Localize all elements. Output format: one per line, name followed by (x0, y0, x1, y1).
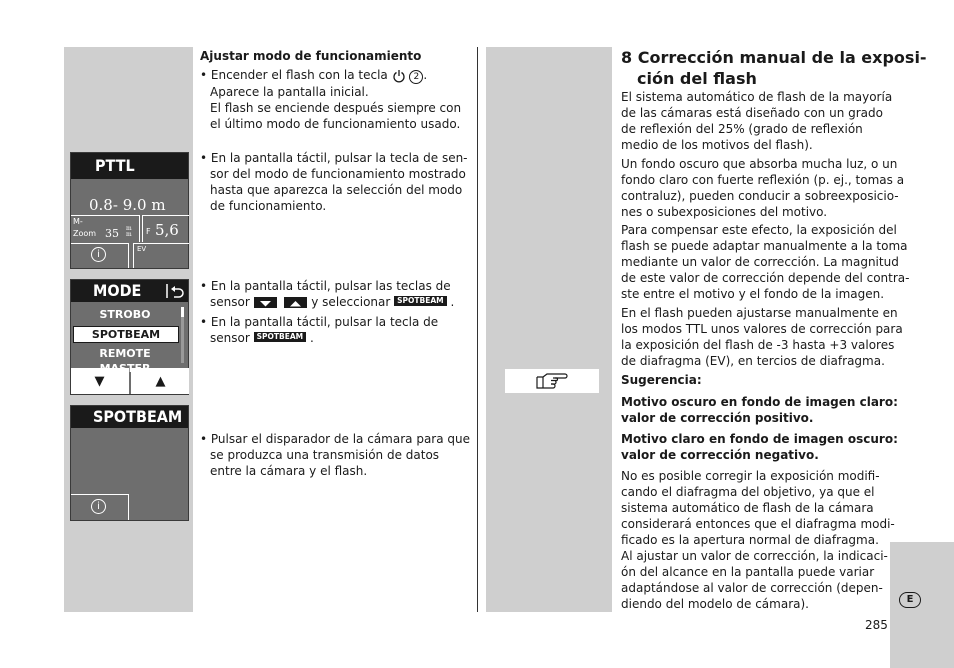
up-arrow-icon: ▲ (155, 374, 166, 389)
range-readout: 0.8- 9.0 m (89, 196, 166, 214)
paragraph-3: Para compensar este efecto, la exposición del flash se puede adaptar manualmente a la toma mediante un valor de corrección. La magnitud de este valor de corrección depende del contra- ste entre el motivo y el fondo de la imagen. (621, 223, 910, 301)
page-number: 285 (865, 618, 888, 632)
chapter-heading-line-2: ción del flash (637, 69, 757, 88)
column-divider (477, 47, 478, 612)
zoom-box[interactable]: M- Zoom 35 m m (71, 215, 140, 242)
scroll-down-button[interactable] (71, 368, 129, 394)
chapter-thumb-tab (890, 542, 954, 668)
up-key-icon (284, 297, 307, 308)
scroll-up-button[interactable] (131, 368, 189, 394)
chapter-heading-line-1: 8 Corrección manual de la exposi- (621, 48, 927, 67)
mode-title: MODE (71, 280, 188, 302)
info-button[interactable] (71, 494, 129, 520)
tip-label: Sugerencia: (621, 373, 702, 387)
language-badge: E (899, 592, 921, 608)
hand-pointer-icon (505, 369, 599, 393)
info-button[interactable] (71, 243, 129, 268)
pttl-display (70, 152, 189, 269)
down-key-icon (254, 297, 277, 308)
menu-item-strobo[interactable]: STROBO (99, 308, 151, 321)
info-icon: i (91, 247, 106, 262)
mode-title[interactable]: PTTL (71, 153, 188, 179)
mode-display (70, 279, 189, 395)
paragraph-2: Un fondo oscuro que absorba mucha luz, o un fondo claro con fuerte reflexión (p. ej., tomas a contraluz), pueden conducir a sobreexposicio- nes o subexposiciones del motivo. (621, 157, 905, 219)
spotbeam-display (70, 405, 189, 521)
right-margin-column (486, 47, 612, 612)
paragraph-1: El sistema automático de flash de la mayoría de las cámaras está diseñado con un grado de reflexión del 25% (grado de reflexión medio de los motivos del flash). (621, 90, 893, 152)
step-4: • En la pantalla táctil, pulsar la tecla de sensor SPOTBEAM . (200, 315, 439, 345)
return-icon[interactable] (164, 282, 186, 300)
menu-item-remote-master[interactable]: REMOTE (99, 347, 151, 360)
step-3: • En la pantalla táctil, pulsar las teclas de sensor y seleccionar SPOTBEAM . (200, 279, 455, 309)
menu-item-spotbeam[interactable]: SPOTBEAM (73, 326, 179, 343)
down-arrow-icon: ▼ (94, 374, 105, 389)
aperture-box[interactable]: F 5,6 (142, 215, 189, 242)
ev-button[interactable]: EV (133, 243, 189, 268)
paragraph-5: No es posible corregir la exposición modifi- cando el diafragma del objetivo, ya que el sistema automático de flash de la cámara considerará entonces que el diafragma modi- ficado es la apertura normal de diafragma. Al ajustar un valor de corrección, la indicaci- ón del alcance en la pantalla puede variar adaptándose al valor de corrección (depen- diendo del modelo de cámara). (621, 469, 895, 611)
mode-title[interactable]: SPOTBEAM (71, 406, 188, 428)
spotbeam-key: SPOTBEAM (254, 332, 307, 342)
section-heading: Ajustar modo de funcionamiento (200, 49, 422, 63)
step-2: • En la pantalla táctil, pulsar la tecla de sen- sor del modo de funcionamiento mostrado hasta que aparezca la selección del modo de funcionamiento. (200, 151, 468, 213)
step-5: • Pulsar el disparador de la cámara para que se produzca una transmisión de datos entre la cámara y el flash. (200, 432, 470, 478)
tip-2: Motivo claro en fondo de imagen oscuro: valor de corrección negativo. (621, 432, 898, 462)
tip-1: Motivo oscuro en fondo de imagen claro: valor de corrección positivo. (621, 395, 898, 425)
circled-number: 2 (409, 70, 423, 84)
power-icon (392, 69, 406, 83)
info-icon: i (91, 499, 106, 514)
paragraph-4: En el flash pueden ajustarse manualmente en los modos TTL unos valores de corrección para la exposición del flash de -3 hasta +3 valores de diafragma (EV), en tercios de diafragma. (621, 306, 903, 368)
scrollbar[interactable] (181, 307, 184, 363)
step-1: • Encender el flash con la tecla 2 . Aparece la pantalla inicial. El flash se enciende después siempre con el último modo de funcionamiento usado. (200, 68, 462, 131)
spotbeam-key: SPOTBEAM (394, 296, 447, 306)
